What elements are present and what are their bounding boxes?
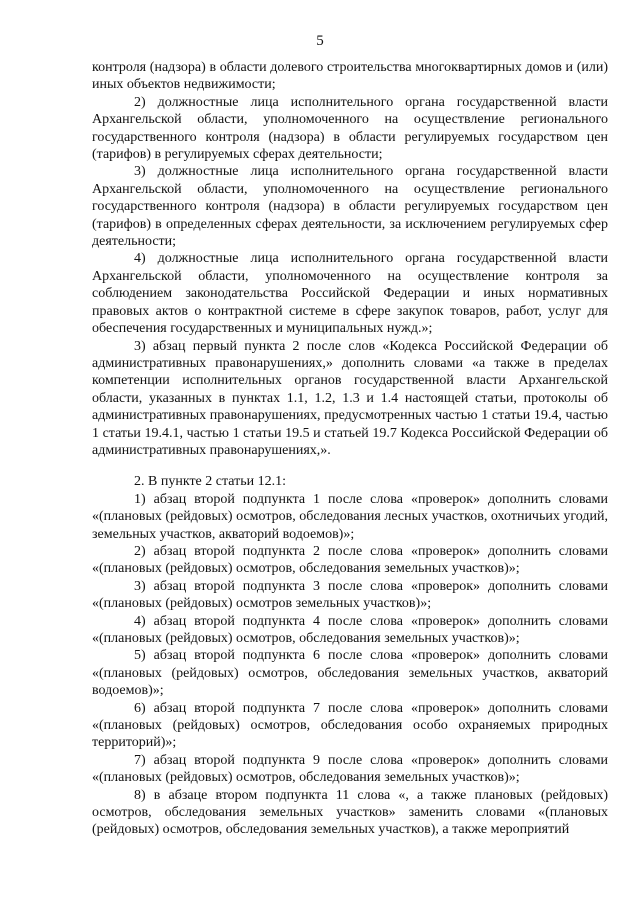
paragraph-amendment-3: 3) абзац первый пункта 2 после слов «Кодекса Российской Федерации об административных правонарушениях,» дополнить словами «а также в пределах компетенции исполнительных органов государственной власти Архангельской области, указанных в пунктах 1.1, 1.2, 1.3 и 1.4 настоящей статьи, протоколы об административных правонарушениях, предусмотренных частью 1 статьи 19.4, частью 1 статьи 19.4.1, частью 1 статьи 19.5 и статьей 19.7 Кодекса Российской Федерации об административных правонарушениях,». — [92, 338, 608, 458]
paragraph-subitem-2: 2) абзац второй подпункта 2 после слова «проверок» дополнить словами «(плановых (рейдовых) осмотров, обследования земельных участков)»; — [92, 543, 608, 577]
page-number: 5 — [316, 33, 324, 49]
paragraph-subitem-5: 5) абзац второй подпункта 6 после слова «проверок» дополнить словами «(плановых (рейдовых) осмотров, обследования земельных участков, акваторий водоемов)»; — [92, 648, 608, 699]
section-heading-2: 2. В пункте 2 статьи 12.1: — [134, 474, 287, 490]
paragraph-subitem-4: 4) абзац второй подпункта 4 после слова «проверок» дополнить словами «(плановых (рейдовых) осмотров, обследования земельных участков)»; — [92, 613, 608, 646]
paragraph-subitem-7: 7) абзац второй подпункта 9 после слова «проверок» дополнить словами «(плановых (рейдовых) осмотров, обследования земельных участков)»; — [92, 752, 608, 786]
paragraph-item-4: 4) должностные лица исполнительного органа государственной власти Архангельской области, уполномоченного на осуществление контроля за соблюдением законодательства Российской Федерации и иных нормативных правовых актов о контрактной системе в сфере закупок товаров, работ, услуг для обеспечения государственных и муниципальных нужд.»; — [92, 251, 608, 337]
paragraph-subitem-1: 1) абзац второй подпункта 1 после слова «проверок» дополнить словами «(плановых (рейдовых) осмотров, обследования лесных участков, охотничьих угодий, земельных участков, акваторий водоемов)»; — [92, 491, 608, 542]
document-body — [92, 59, 608, 839]
paragraph-item-2: 2) должностные лица исполнительного органа государственной власти Архангельской области, уполномоченного на осуществление регионального государственного контроля (надзора) в области регулируемых государством цен (тарифов) в регулируемых сферах деятельности; — [92, 94, 608, 163]
paragraph-continuation: контроля (надзора) в области долевого строительства многоквартирных домов и (или) иных объектов недвижимости; — [92, 60, 608, 93]
paragraph-item-3: 3) должностные лица исполнительного органа государственной власти Архангельской области, уполномоченного на осуществление регионального государственного контроля (надзора) в области регулируемых государством цен (тарифов) в определенных сферах деятельности, за исключением регулируемых сфер деятельности; — [92, 164, 608, 250]
paragraph-subitem-3: 3) абзац второй подпункта 3 после слова «проверок» дополнить словами «(плановых (рейдовых) осмотров земельных участков)»; — [92, 578, 608, 612]
paragraph-subitem-8: 8) в абзаце втором подпункта 11 слова «, а также плановых (рейдовых) осмотров, обследования земельных участков» заменить словами «(плановых (рейдовых) осмотров, обследования земельных участков), а также мероприятий — [92, 787, 608, 838]
paragraph-subitem-6: 6) абзац второй подпункта 7 после слова «проверок» дополнить словами «(плановых (рейдовых) осмотров, обследования особо охраняемых природных территорий)»; — [92, 700, 608, 751]
